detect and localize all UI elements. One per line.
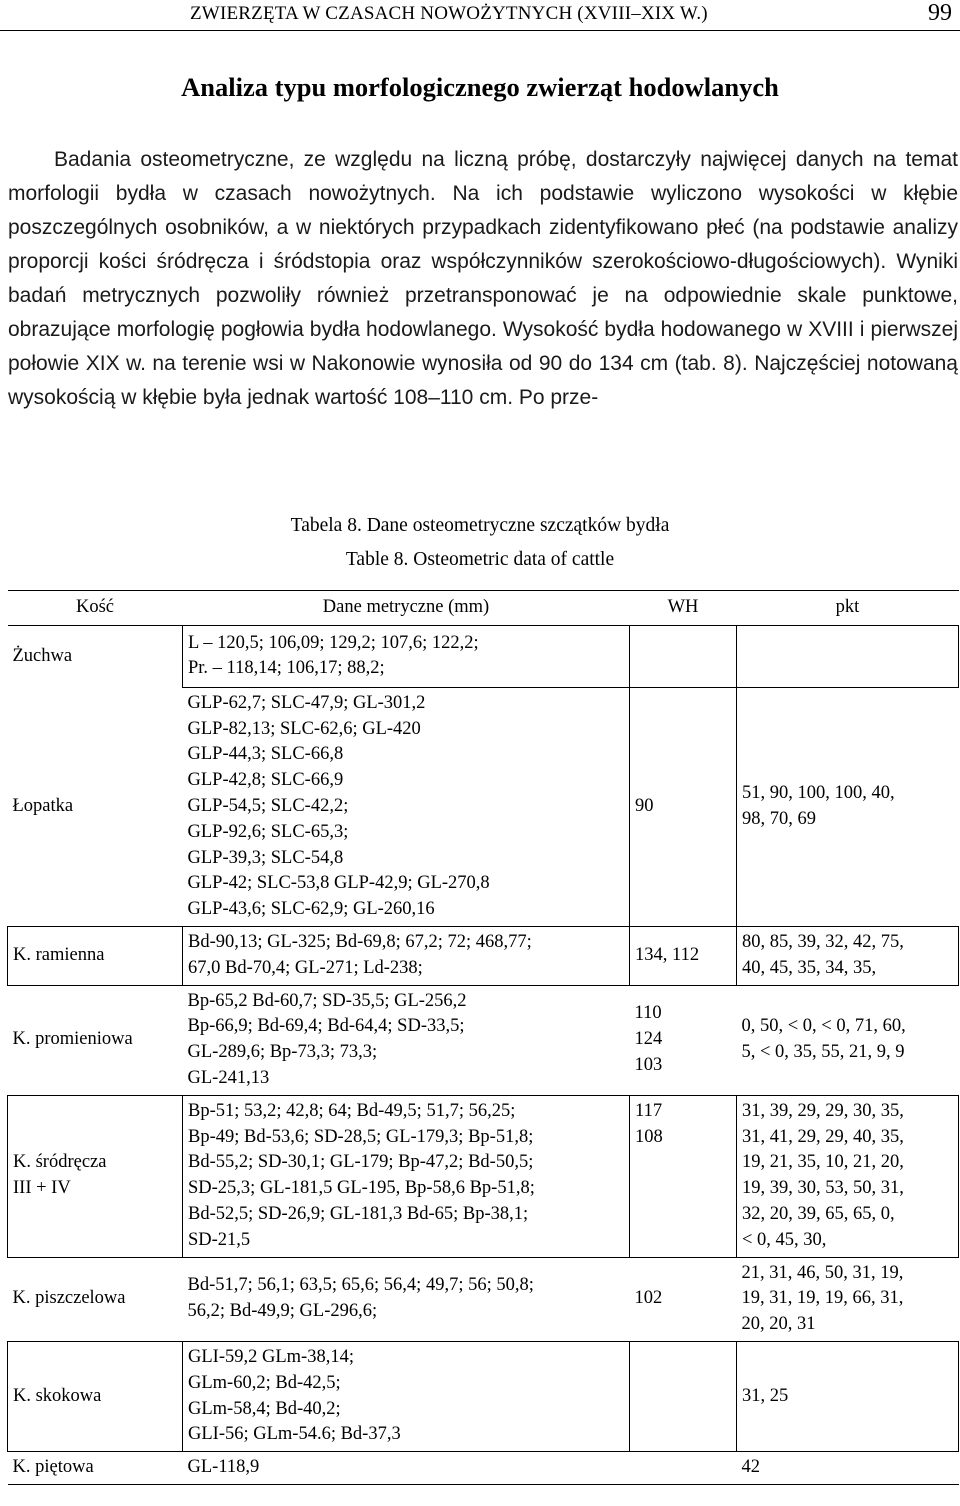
- pkt-cell: 42: [737, 1452, 959, 1485]
- data-cell: GLP-62,7; SLC-47,9; GL-301,2 GLP-82,13; SLC-62,6; GL-420 GLP-44,3; SLC-66,8 GLP-42,8; SLC-66,9 GLP-54,5; SLC-42,2; GLP-92,6; SLC-65,3; GLP-39,3; SLC-54,8 GLP-42; SLC-53,8 GLP-42,9; GL-270,8 GLP-43,6; SLC-62,9; GL-260,16: [187, 692, 490, 920]
- table-header-row: [8, 591, 959, 626]
- wh-cell: [630, 625, 737, 687]
- pkt-cell: 0, 50, < 0, < 0, 71, 60, 5, < 0, 35, 55, 21, 9, 9: [741, 1016, 906, 1063]
- data-cell: Bp-65,2 Bd-60,7; SD-35,5; GL-256,2 Bp-66,9; Bd-69,4; Bd-64,4; SD-33,5; GL-289,6; Bp-73,3; 73,3; GL-241,13: [187, 990, 467, 1088]
- page-number: 99: [928, 0, 952, 26]
- header-pkt: pkt: [737, 591, 959, 626]
- pkt-cell: [737, 625, 959, 687]
- wh-cell: 110 124 103: [634, 1003, 663, 1076]
- pkt-cell: 51, 90, 100, 100, 40, 98, 70, 69: [742, 783, 895, 829]
- table-row: [8, 926, 959, 985]
- table-caption-pl: Tabela 8. Dane osteometryczne szczątków bydła: [290, 515, 670, 536]
- data-cell: GL-118,9: [183, 1452, 630, 1485]
- bone-cell: Łopatka: [12, 795, 74, 816]
- wh-cell: 102: [634, 1288, 663, 1309]
- bone-cell: K. skokowa: [8, 1341, 183, 1451]
- wh-cell: 90: [630, 687, 737, 926]
- running-header: [0, 0, 960, 31]
- bone-cell: Żuchwa: [12, 645, 73, 666]
- header-wh: WH: [630, 591, 737, 626]
- bone-cell: K. śródręcza III + IV: [8, 1095, 183, 1257]
- table-row: [8, 625, 959, 687]
- data-cell: Bd-90,13; GL-325; Bd-69,8; 67,2; 72; 468,77; 67,0 Bd-70,4; GL-271; Ld-238;: [183, 926, 630, 985]
- table-row: [8, 985, 959, 1095]
- bone-cell: K. promieniowa: [12, 1029, 133, 1050]
- table-row: [8, 1452, 959, 1485]
- wh-cell: [630, 1452, 737, 1485]
- table-row: [8, 1095, 959, 1257]
- data-cell: Bd-51,7; 56,1; 63,5; 65,6; 56,4; 49,7; 56; 50,8; 56,2; Bd-49,9; GL-296,6;: [187, 1275, 534, 1322]
- wh-cell: [630, 1341, 737, 1451]
- osteometric-table: [7, 590, 959, 1485]
- header-data: Dane metryczne (mm): [183, 591, 630, 626]
- data-cell: GLI-59,2 GLm-38,14; GLm-60,2; Bd-42,5; GLm-58,4; Bd-40,2; GLI-56; GLm-54.6; Bd-37,3: [183, 1341, 630, 1451]
- pkt-cell: 31, 25: [737, 1341, 959, 1451]
- pkt-cell: 80, 85, 39, 32, 42, 75, 40, 45, 35, 34, 35,: [737, 926, 959, 985]
- wh-cell: 117 108: [630, 1095, 737, 1257]
- header-bone: Kość: [8, 591, 183, 626]
- pkt-cell: 31, 39, 29, 29, 30, 35, 31, 41, 29, 29, 40, 35, 19, 21, 35, 10, 21, 20, 19, 39, 30, 53, 50, 31, 32, 20, 39, 65, 65, 0, < 0, 45, 30,: [737, 1095, 959, 1257]
- data-cell: Bp-51; 53,2; 42,8; 64; Bd-49,5; 51,7; 56,25; Bp-49; Bd-53,6; SD-28,5; GL-179,3; Bp-51,8; Bd-55,2; SD-30,1; GL-179; Bp-47,2; Bd-50,5; SD-25,3; GL-181,5 GL-195, Bp-58,6 Bp-51,8; Bd-52,5; SD-26,9; GL-181,3 Bd-65; Bp-38,1; SD-21,5: [183, 1095, 630, 1257]
- section-title: Analiza typu morfologicznego zwierząt hodowlanych: [181, 72, 779, 102]
- running-title: ZWIERZĘTA W CZASACH NOWOŻYTNYCH (XVIII–XIX W.): [190, 3, 708, 24]
- data-cell: L – 120,5; 106,09; 129,2; 107,6; 122,2; Pr. – 118,14; 106,17; 88,2;: [183, 625, 630, 687]
- table-row: [8, 1257, 959, 1341]
- bone-cell: K. piętowa: [8, 1452, 183, 1485]
- bone-cell: K. piszczelowa: [12, 1288, 126, 1309]
- body-paragraph: Badania osteometryczne, ze względu na liczną próbę, dostarczyły najwięcej danych na temat morfologii bydła w czasach nowożytnych. Na ich podstawie wyliczono wysokości w kłębie poszczególnych osobników, a w niektórych przypadkach zidentyfikowano płeć (na podstawie analizy proporcji kości śródręcza i śródstopia oraz współczynników szerokościowo-długościowych). Wyniki badań metrycznych pozwoliły również przetransponować je na odpowiednie skale punktowe, obrazujące morfologię pogłowia bydła hodowlanego. Wysokość bydła hodowanego w XVIII i pierwszej połowie XIX w. na terenie wsi w Nakonowie wynosiła od 90 do 134 cm (tab. 8). Najczęściej notowaną wysokością w kłębie była jednak wartość 108–110 cm. Po prze-: [8, 148, 958, 409]
- table-row: [8, 1341, 959, 1451]
- bone-cell: K. ramienna: [8, 926, 183, 985]
- wh-cell: 134, 112: [630, 926, 737, 985]
- table-row: [8, 687, 959, 926]
- pkt-cell: 21, 31, 46, 50, 31, 19, 19, 31, 19, 19, 66, 31, 20, 20, 31: [741, 1262, 904, 1335]
- table-caption-en: Table 8. Osteometric data of cattle: [345, 549, 615, 570]
